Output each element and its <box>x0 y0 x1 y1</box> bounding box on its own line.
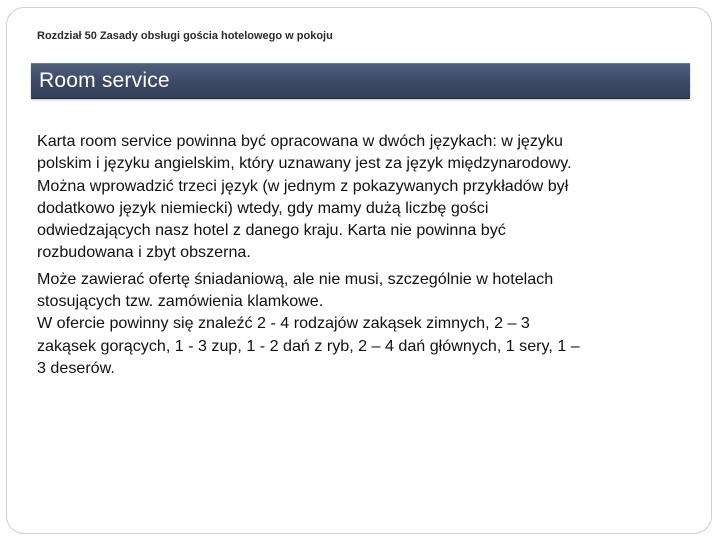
text-line: stosujących tzw. zamówienia klamkowe. <box>37 292 324 311</box>
text-line: 3 deserów. <box>37 358 115 377</box>
text-line: rozbudowana i zbyt obszerna. <box>37 243 251 262</box>
text-line: W ofercie powinny się znaleźć 2 - 4 rodzajów zakąsek zimnych, 2 – 3 <box>37 314 530 333</box>
text-line: Może zawierać ofertę śniadaniową, ale nie musi, szczególnie w hotelach <box>37 269 554 288</box>
paragraph-1 <box>37 130 659 264</box>
paragraph-2 <box>37 268 659 379</box>
text-line: Karta room service powinna być opracowana w dwóch językach: w języku <box>37 132 563 150</box>
text-line: odwiedzających nasz hotel z danego kraju. Karta nie powinna być <box>37 221 506 240</box>
slide-title: Room service <box>39 69 170 92</box>
chapter-header: Rozdział 50 Zasady obsługi gościa hotelowego w pokoju <box>37 30 333 42</box>
text-line: polskim i języku angielskim, który uznawany jest za język międzynarodowy. <box>37 154 572 173</box>
body-text <box>37 130 659 379</box>
text-line: zakąsek gorących, 1 - 3 zup, 1 - 2 dań z ryb, 2 – 4 dań głównych, 1 sery, 1 – <box>37 336 580 355</box>
title-bar <box>31 63 690 99</box>
text-line: Można wprowadzić trzeci język (w jednym z pokazywanych przykładów był <box>37 176 569 195</box>
text-line: dodatkowo język niemiecki) wtedy, gdy mamy dużą liczbę gości <box>37 198 489 217</box>
